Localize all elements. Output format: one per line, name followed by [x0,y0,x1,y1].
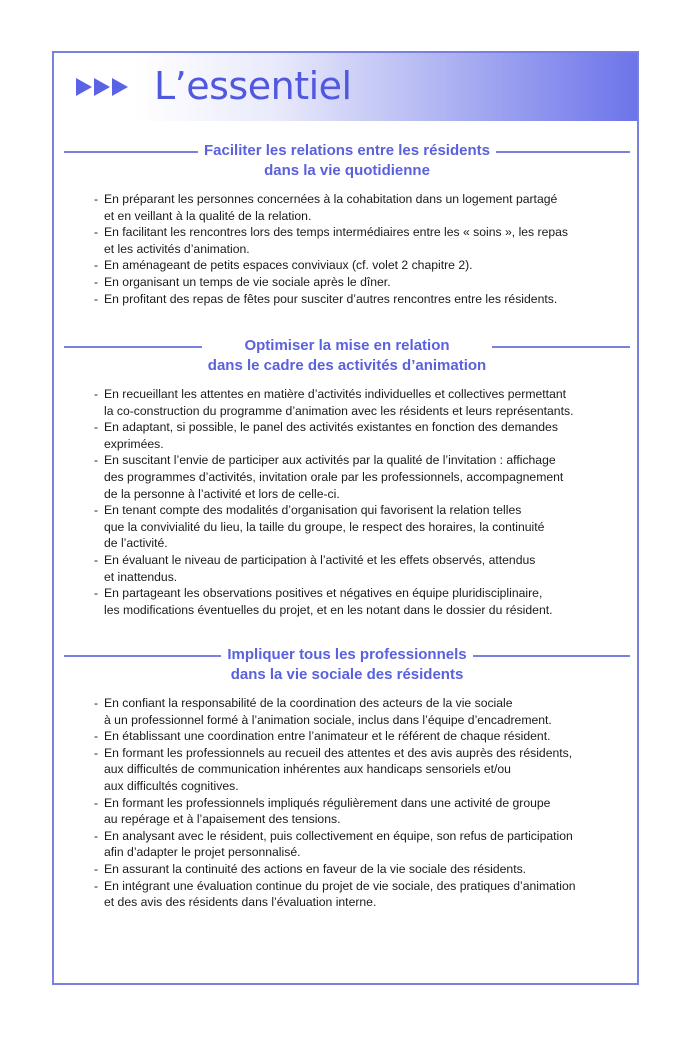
item-line: En recueillant les attentes en matière d’activités individuelles et collectives permettant [104,387,567,401]
section-title-line: Faciliter les relations entre les résidents [204,142,490,159]
section-title-line: dans la vie quotidienne [264,162,430,179]
item-line: la co-construction du programme d’animation avec les résidents et leurs représentants. [104,403,574,418]
list-item: - En adaptant, si possible, le panel des activités existantes en fonction des demandes exprimées. [94,419,634,452]
item-line: En analysant avec le résident, puis collectivement en équipe, son refus de participation [104,828,573,843]
section-list-3 [94,695,634,911]
list-item: - En aménageant de petits espaces conviviaux (cf. volet 2 chapitre 2). [94,257,634,274]
item-line: exprimées. [104,436,164,451]
list-item: - En analysant avec le résident, puis collectivement en équipe, son refus de participation afin d’adapter le projet personnalisé. [94,828,634,861]
list-item: - En profitant des repas de fêtes pour susciter d’autres rencontres entre les résidents. [94,291,634,308]
list-item: - En tenant compte des modalités d’organisation qui favorisent la relation telles que la convivialité du lieu, la taille du groupe, le respect des horaires, la continuité de l’activité. [94,502,634,552]
item-line: En évaluant le niveau de participation à l’activité et les effets observés, attendus [104,552,536,567]
list-item: - En recueillant les attentes en matière d’activités individuelles et collectives permettant la co-construction du programme d’animation avec les résidents et leurs représentants. [94,386,634,419]
item-line: des programmes d’activités, invitation orale par les professionnels, accompagnement [104,469,564,484]
section-heading-1 [64,141,630,181]
list-item: - En intégrant une évaluation continue du projet de vie sociale, des pratiques d’animation et des avis des résidents dans l’évaluation interne. [94,878,634,911]
list-item: - En préparant les personnes concernées à la cohabitation dans un logement partagé et en veillant à la qualité de la relation. [94,191,634,224]
section-title-line: dans le cadre des activités d’animation [207,357,487,374]
item-line: et les activités d’animation. [104,241,250,256]
section-heading-3 [64,645,630,685]
list-item: - En formant les professionnels au recueil des attentes et des avis auprès des résidents, aux difficultés de communication inhérentes aux handicaps sensoriels et/ou aux difficultés cognitives. [94,745,634,795]
heading-rule-left [64,151,198,153]
section-title [198,141,496,181]
list-item: - En établissant une coordination entre l’animateur et le référent de chaque résident. [94,728,634,745]
item-line: En aménageant de petits espaces conviviaux (cf. volet 2 chapitre 2). [104,258,473,273]
essentiel-box [52,51,639,985]
item-line: En formant les professionnels impliqués régulièrement dans une activité de groupe [104,795,551,810]
heading-rule-left [64,655,221,657]
item-line: En facilitant les rencontres lors des temps intermédiaires entre les « soins », les repas [104,225,569,240]
heading-rule-right [496,151,630,153]
item-line: à un professionnel formé à l’animation sociale, inclus dans l’équipe d’encadrement. [104,712,552,727]
item-line: En profitant des repas de fêtes pour susciter d’autres rencontres entre les résidents. [104,291,558,306]
item-line: que la convivialité du lieu, la taille du groupe, le respect des horaires, la continuité [104,519,545,534]
list-item: - En organisant un temps de vie sociale après le dîner. [94,274,634,291]
item-line: En tenant compte des modalités d’organisation qui favorisent la relation telles [104,503,522,518]
item-line: En intégrant une évaluation continue du projet de vie sociale, des pratiques d’animation [104,878,576,893]
header-band [54,53,637,121]
section-list-1 [94,191,634,307]
item-line: En formant les professionnels au recueil des attentes et des avis auprès des résidents, [104,745,573,760]
list-item: - En facilitant les rencontres lors des temps intermédiaires entre les « soins », les repas et les activités d’animation. [94,224,634,257]
section-title [221,645,472,685]
triple-arrow-icon [76,78,128,96]
heading-rule-right [473,655,630,657]
section-list-2 [94,386,634,618]
item-line: En établissant une coordination entre l’animateur et le référent de chaque résident. [104,729,551,744]
list-item: - En suscitant l’envie de participer aux activités par la qualité de l’invitation : affichage des programmes d’activités, invitation orale par les professionnels, accompagnement de la personne à l’activité et lors de celle-ci. [94,452,634,502]
section-title-line: Optimiser la mise en relation [244,337,450,354]
section-title-line: Impliquer tous les professionnels [227,646,467,663]
list-item: - En confiant la responsabilité de la coordination des acteurs de la vie sociale à un professionnel formé à l’animation sociale, inclus dans l’équipe d’encadrement. [94,695,634,728]
item-line: de la personne à l’activité et lors de celle-ci. [104,486,340,501]
item-line: de l’activité. [104,536,168,551]
item-line: En assurant la continuité des actions en faveur de la vie sociale des résidents. [104,861,527,876]
item-line: En suscitant l’envie de participer aux activités par la qualité de l’invitation : affichage [104,453,556,468]
item-line: En adaptant, si possible, le panel des activités existantes en fonction des demandes [104,420,558,435]
section-title-line: dans la vie sociale des résidents [230,666,464,683]
section-heading-2 [64,336,630,376]
item-line: En organisant un temps de vie sociale après le dîner. [104,274,391,289]
section-title [202,336,492,376]
item-line: les modifications éventuelles du projet, et en les notant dans le dossier du résident. [104,602,553,617]
list-item: - En assurant la continuité des actions en faveur de la vie sociale des résidents. [94,861,634,878]
item-line: afin d’adapter le projet personnalisé. [104,845,301,860]
item-line: et en veillant à la qualité de la relation. [104,208,312,223]
item-line: aux difficultés cognitives. [104,778,239,793]
item-line: aux difficultés de communication inhérentes aux handicaps sensoriels et/ou [104,762,511,777]
item-line: En partageant les observations positives et négatives en équipe pluridisciplinaire, [104,586,543,601]
list-item: - En partageant les observations positives et négatives en équipe pluridisciplinaire, les modifications éventuelles du projet, et en les notant dans le dossier du résident. [94,585,634,618]
item-line: En confiant la responsabilité de la coordination des acteurs de la vie sociale [104,696,513,710]
list-item: - En formant les professionnels impliqués régulièrement dans une activité de groupe au repérage et à l’apaisement des tensions. [94,795,634,828]
item-line: et des avis des résidents dans l’évaluation interne. [104,895,377,910]
item-line: En préparant les personnes concernées à la cohabitation dans un logement partagé [104,192,558,206]
page-title: L’essentiel [154,64,352,108]
heading-rule-left [64,346,202,348]
heading-rule-right [492,346,630,348]
item-line: au repérage et à l’apaisement des tensions. [104,812,341,827]
list-item: - En évaluant le niveau de participation à l’activité et les effets observés, attendus et inattendus. [94,552,634,585]
item-line: et inattendus. [104,569,178,584]
